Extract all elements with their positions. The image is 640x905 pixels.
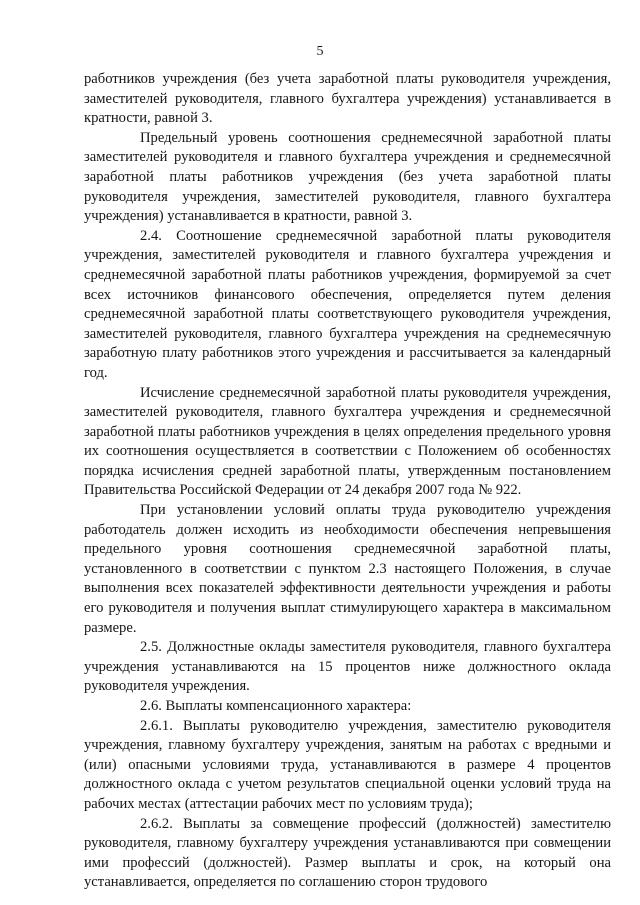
paragraph-deputies-ratio: Предельный уровень соотношения среднемесячной заработной платы заместителей руководителя и главного бухгалтера учреждения и среднемесячной заработной платы работников учреждения (без учета заработной платы руководителя учреждения, заместителей руководителя, главного бухгалтера учреждения) устанавливается в кратности, равной 3. — [84, 129, 611, 225]
paragraph-employer-conditions: При установлении условий оплаты труда руководителю учреждения работодатель должен исходить из необходимости обеспечения непревышения предельного уровня соотношения среднемесячной заработной платы, установленного в соответствии с пунктом 2.3 настоящего Положения, в случае выполнения всех показателей эффективности деятельности учреждения и работы его руководителя и получения выплат стимулирующего характера в максимальном размере. — [84, 502, 611, 636]
paragraph-calculation: Исчисление среднемесячной заработной платы руководителя учреждения, заместителей руководителя, главного бухгалтера учреждения и среднемесячной заработной платы работников учреждения в целях определения предельного уровня их соотношения осуществляется в соответствии с Положением об особенностях порядка исчисления средней заработной платы, утвержденным постановлением Правительства Российской Федерации от 24 декабря 2007 года № 922. — [84, 384, 611, 499]
page-number: 5 — [316, 44, 324, 59]
paragraph-2-5: 2.5. Должностные оклады заместителя руководителя, главного бухгалтера учреждения устанавливаются на 15 процентов ниже должностного оклада руководителя учреждения. — [84, 639, 611, 695]
document-body — [84, 70, 611, 893]
paragraph-2-6-2: 2.6.2. Выплаты за совмещение профессий (должностей) заместителю руководителя, главному бухгалтеру учреждения устанавливаются при совмещении ими профессий (должностей). Размер выплаты и срок, на который она устанавливается, определяется по соглашению сторон трудового — [84, 815, 611, 891]
paragraph-2-6-1: 2.6.1. Выплаты руководителю учреждения, заместителю руководителя учреждения, главному бухгалтеру учреждения, занятым на работах с вредными и (или) опасными условиями труда, устанавливаются в размере 4 процентов должностного оклада с учетом результатов специальной оценки условий труда на рабочих местах (аттестации рабочих мест по условиям труда); — [84, 717, 611, 812]
paragraph-2-4: 2.4. Соотношение среднемесячной заработной платы руководителя учреждения, заместителей руководителя и главного бухгалтера учреждения и среднемесячной заработной платы работников учреждения, формируемой за счет всех источников финансового обеспечения, определяется путем деления среднемесячной заработной платы соответствующего руководителя учреждения, заместителей руководителя, главного бухгалтера учреждения на среднемесячную заработную плату работников этого учреждения и рассчитывается за календарный год. — [84, 227, 611, 381]
paragraph-2-6: 2.6. Выплаты компенсационного характера: — [140, 698, 412, 714]
paragraph-ratio-continuation: работников учреждения (без учета заработной платы руководителя учреждения, заместителей руководителя, главного бухгалтера учреждения) устанавливается в кратности, равной 3. — [84, 71, 611, 127]
